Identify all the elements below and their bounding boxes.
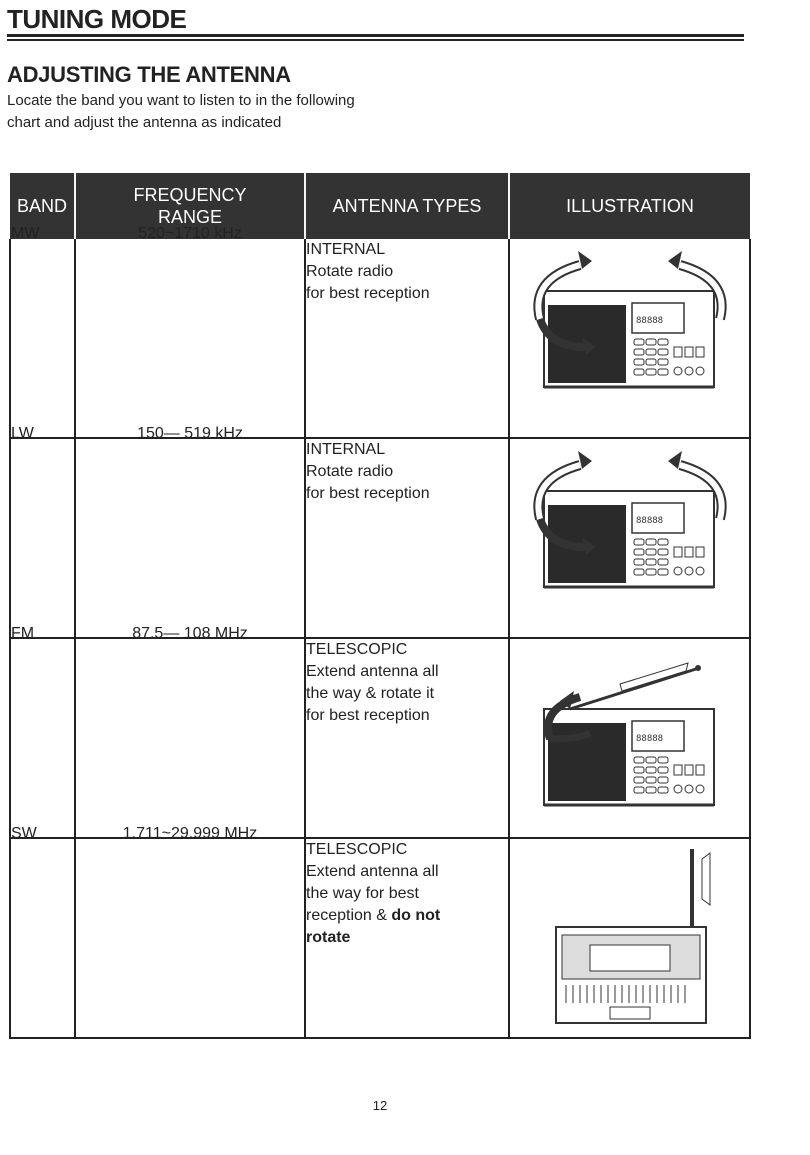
frequency-value: 150— 519 kHz (137, 425, 243, 442)
telescopic-rotate-icon (510, 639, 749, 835)
antenna-cell (305, 239, 509, 438)
radio-rotate-icon (510, 439, 749, 635)
page-number: 12 (372, 1098, 388, 1113)
illustration-cell (509, 638, 750, 838)
table-row (10, 838, 750, 1038)
instruction-emphasis: do not (391, 907, 441, 924)
antenna-instruction-line: Extend antenna all (306, 863, 439, 880)
section-title: ADJUSTING THE ANTENNA (7, 62, 291, 87)
svg-text:88888: 88888 (636, 734, 664, 744)
header-antenna-types: ANTENNA TYPES (305, 173, 509, 239)
header-frequency-line2: RANGE (157, 207, 222, 227)
antenna-cell (305, 638, 509, 838)
antenna-instruction-line (306, 905, 508, 927)
svg-text:88888: 88888 (636, 516, 664, 526)
antenna-cell (305, 838, 509, 1038)
band-label: MW (11, 225, 40, 242)
instruction-emphasis: rotate (306, 929, 351, 946)
antenna-type: INTERNAL (306, 241, 386, 258)
antenna-cell (305, 438, 509, 638)
antenna-instruction-line: for best reception (306, 285, 430, 302)
instruction-text: reception & (306, 907, 392, 924)
band-cell (10, 625, 75, 838)
radio-rotate-icon (510, 239, 749, 435)
band-label: FM (11, 625, 35, 642)
antenna-instruction-line: for best reception (306, 707, 430, 724)
table-row (10, 239, 750, 438)
antenna-instruction-line: the way & rotate it (306, 685, 435, 702)
antenna-instruction-line: for best reception (306, 485, 430, 502)
header-illustration: ILLUSTRATION (509, 173, 750, 239)
antenna-type: INTERNAL (306, 441, 386, 458)
band-label: SW (11, 825, 37, 842)
svg-text:88888: 88888 (636, 316, 664, 326)
antenna-instruction-line: the way for best (306, 885, 419, 902)
antenna-type: TELESCOPIC (306, 641, 408, 658)
title-rule-thin (7, 39, 744, 41)
band-label: LW (11, 425, 34, 442)
antenna-instruction-line: Extend antenna all (306, 663, 439, 680)
header-frequency-line1: FREQUENCY (133, 185, 247, 205)
frequency-cell (75, 625, 305, 838)
frequency-value: 520~1710 kHz (138, 225, 242, 242)
header-band: BAND (10, 173, 75, 239)
illustration-cell (509, 239, 750, 438)
illustration-cell (509, 838, 750, 1038)
table-row (10, 638, 750, 838)
antenna-instruction-line: Rotate radio (306, 263, 394, 280)
band-cell (10, 225, 75, 438)
antenna-instruction-line (306, 927, 508, 949)
table-row (10, 438, 750, 638)
frequency-value: 87.5— 108 MHz (132, 625, 248, 642)
page-title: TUNING MODE (7, 4, 187, 34)
band-cell (10, 425, 75, 638)
title-rule-thick (7, 34, 744, 37)
band-cell (10, 825, 75, 1038)
frequency-value: 1.711~29.999 MHz (122, 825, 258, 842)
antenna-type: TELESCOPIC (306, 841, 408, 858)
telescopic-vertical-icon (510, 839, 749, 1035)
illustration-cell (509, 438, 750, 638)
intro-paragraph: Locate the band you want to listen to in the following chart and adjust the antenna as indicated (7, 92, 355, 131)
frequency-cell (75, 425, 305, 638)
frequency-cell (75, 225, 305, 438)
antenna-chart (9, 173, 751, 1039)
frequency-cell (75, 825, 305, 1038)
antenna-instruction-line: Rotate radio (306, 463, 394, 480)
